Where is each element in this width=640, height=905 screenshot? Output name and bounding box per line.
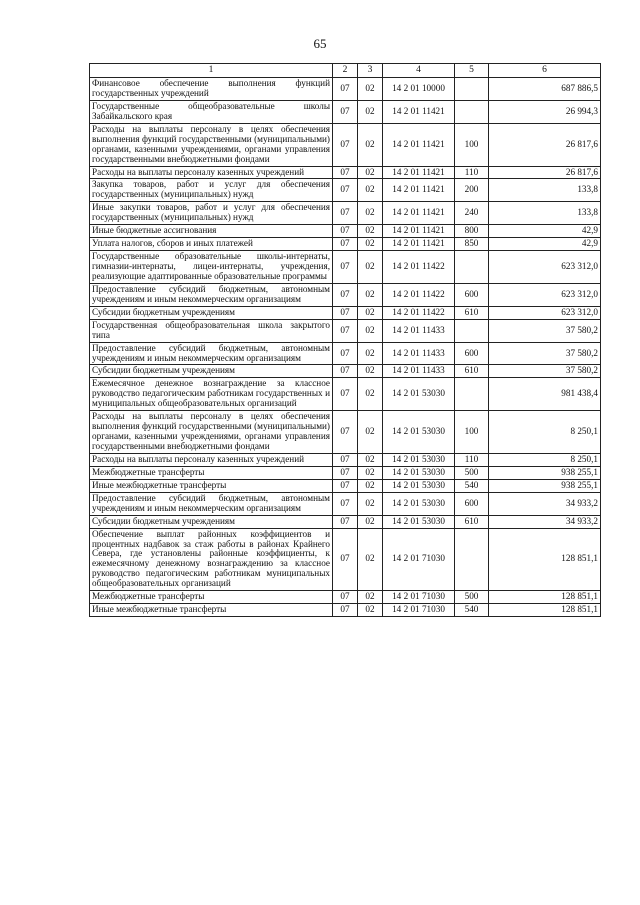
amount-cell: 37 580,2 (489, 319, 601, 342)
amount-cell: 34 933,2 (489, 492, 601, 515)
expense-type-cell (455, 100, 489, 123)
table-row (90, 453, 601, 466)
amount-cell: 26 817,6 (489, 166, 601, 179)
target-article-cell: 14 2 01 53030 (383, 515, 455, 528)
target-article-cell: 14 2 01 11421 (383, 238, 455, 251)
row-name-cell: Расходы на выплаты персоналу в целях обеспечения выполнения функций государственными (муниципальными) органами, казенными учреждениями, органами управления государственными внебюджетными фондами (90, 123, 333, 166)
section-code-cell: 07 (333, 479, 358, 492)
row-name-cell: Финансовое обеспечение выполнения функций государственных учреждений (90, 78, 333, 101)
subsection-code-cell: 02 (358, 251, 383, 284)
subsection-code-cell: 02 (358, 78, 383, 101)
amount-cell: 623 312,0 (489, 306, 601, 319)
section-code-cell: 07 (333, 378, 358, 411)
subsection-code-cell: 02 (358, 283, 383, 306)
expense-type-cell: 850 (455, 238, 489, 251)
section-code-cell: 07 (333, 411, 358, 454)
target-article-cell: 14 2 01 53030 (383, 453, 455, 466)
amount-cell: 8 250,1 (489, 453, 601, 466)
section-code-cell: 07 (333, 283, 358, 306)
table-row (90, 492, 601, 515)
expense-type-cell: 540 (455, 604, 489, 617)
expense-type-cell: 500 (455, 591, 489, 604)
subsection-code-cell: 02 (358, 238, 383, 251)
table-row (90, 179, 601, 202)
subsection-code-cell: 02 (358, 378, 383, 411)
column-header: 3 (358, 64, 383, 78)
target-article-cell: 14 2 01 71030 (383, 591, 455, 604)
expense-type-cell: 240 (455, 202, 489, 225)
expense-type-cell (455, 378, 489, 411)
table-row (90, 283, 601, 306)
amount-cell: 133,8 (489, 202, 601, 225)
amount-cell: 42,9 (489, 225, 601, 238)
section-code-cell: 07 (333, 225, 358, 238)
table-row (90, 123, 601, 166)
table-row (90, 78, 601, 101)
target-article-cell: 14 2 01 11422 (383, 251, 455, 284)
section-code-cell: 07 (333, 202, 358, 225)
table-row (90, 479, 601, 492)
target-article-cell: 14 2 01 11421 (383, 166, 455, 179)
subsection-code-cell: 02 (358, 528, 383, 591)
target-article-cell: 14 2 01 11421 (383, 100, 455, 123)
amount-cell: 981 438,4 (489, 378, 601, 411)
target-article-cell: 14 2 01 71030 (383, 528, 455, 591)
row-name-cell: Иные межбюджетные трансферты (90, 604, 333, 617)
expense-type-cell: 100 (455, 123, 489, 166)
table-row (90, 166, 601, 179)
column-header: 4 (383, 64, 455, 78)
table-row (90, 378, 601, 411)
table-header-row (90, 64, 601, 78)
subsection-code-cell: 02 (358, 515, 383, 528)
section-code-cell: 07 (333, 123, 358, 166)
subsection-code-cell: 02 (358, 342, 383, 365)
subsection-code-cell: 02 (358, 492, 383, 515)
target-article-cell: 14 2 01 71030 (383, 604, 455, 617)
row-name-cell: Расходы на выплаты персоналу казенных учреждений (90, 166, 333, 179)
amount-cell: 34 933,2 (489, 515, 601, 528)
table-row (90, 342, 601, 365)
section-code-cell: 07 (333, 342, 358, 365)
table-row (90, 365, 601, 378)
expense-type-cell: 500 (455, 466, 489, 479)
section-code-cell: 07 (333, 306, 358, 319)
subsection-code-cell: 02 (358, 466, 383, 479)
row-name-cell: Государственная общеобразовательная школа закрытого типа (90, 319, 333, 342)
expense-type-cell: 600 (455, 283, 489, 306)
section-code-cell: 07 (333, 100, 358, 123)
subsection-code-cell: 02 (358, 225, 383, 238)
target-article-cell: 14 2 01 11421 (383, 225, 455, 238)
column-header: 5 (455, 64, 489, 78)
section-code-cell: 07 (333, 604, 358, 617)
section-code-cell: 07 (333, 453, 358, 466)
table-row (90, 604, 601, 617)
table-row (90, 515, 601, 528)
row-name-cell: Расходы на выплаты персоналу в целях обеспечения выполнения функций государственными (муниципальными) органами, казенными учреждениями, органами управления государственными внебюджетными фондами (90, 411, 333, 454)
table-row (90, 238, 601, 251)
section-code-cell: 07 (333, 492, 358, 515)
section-code-cell: 07 (333, 166, 358, 179)
table-row (90, 411, 601, 454)
row-name-cell: Предоставление субсидий бюджетным, автономным учреждениям и иным некоммерческим организациям (90, 342, 333, 365)
row-name-cell: Субсидии бюджетным учреждениям (90, 306, 333, 319)
table-row (90, 202, 601, 225)
subsection-code-cell: 02 (358, 306, 383, 319)
expense-type-cell: 600 (455, 342, 489, 365)
section-code-cell: 07 (333, 238, 358, 251)
amount-cell: 128 851,1 (489, 591, 601, 604)
expense-type-cell: 610 (455, 515, 489, 528)
row-name-cell: Межбюджетные трансферты (90, 466, 333, 479)
row-name-cell: Предоставление субсидий бюджетным, автономным учреждениям и иным некоммерческим организациям (90, 283, 333, 306)
column-header: 6 (489, 64, 601, 78)
section-code-cell: 07 (333, 515, 358, 528)
amount-cell: 26 817,6 (489, 123, 601, 166)
target-article-cell: 14 2 01 11421 (383, 179, 455, 202)
amount-cell: 623 312,0 (489, 251, 601, 284)
amount-cell: 938 255,1 (489, 479, 601, 492)
subsection-code-cell: 02 (358, 365, 383, 378)
column-header: 1 (90, 64, 333, 78)
expense-type-cell: 600 (455, 492, 489, 515)
table-row (90, 466, 601, 479)
section-code-cell: 07 (333, 365, 358, 378)
expense-type-cell (455, 319, 489, 342)
amount-cell: 687 886,5 (489, 78, 601, 101)
row-name-cell: Межбюджетные трансферты (90, 591, 333, 604)
expense-type-cell: 540 (455, 479, 489, 492)
amount-cell: 128 851,1 (489, 604, 601, 617)
section-code-cell: 07 (333, 319, 358, 342)
amount-cell: 37 580,2 (489, 342, 601, 365)
target-article-cell: 14 2 01 53030 (383, 411, 455, 454)
target-article-cell: 14 2 01 11422 (383, 306, 455, 319)
target-article-cell: 14 2 01 53030 (383, 378, 455, 411)
row-name-cell: Субсидии бюджетным учреждениям (90, 365, 333, 378)
expense-type-cell: 110 (455, 166, 489, 179)
row-name-cell: Ежемесячное денежное вознаграждение за классное руководство педагогическим работникам государственных и муниципальных общеобразовательных организаций (90, 378, 333, 411)
table-row (90, 251, 601, 284)
expense-type-cell (455, 528, 489, 591)
target-article-cell: 14 2 01 11421 (383, 202, 455, 225)
subsection-code-cell: 02 (358, 123, 383, 166)
row-name-cell: Предоставление субсидий бюджетным, автономным учреждениям и иным некоммерческим организациям (90, 492, 333, 515)
expense-type-cell: 200 (455, 179, 489, 202)
target-article-cell: 14 2 01 53030 (383, 479, 455, 492)
row-name-cell: Иные межбюджетные трансферты (90, 479, 333, 492)
expense-type-cell: 610 (455, 306, 489, 319)
amount-cell: 37 580,2 (489, 365, 601, 378)
amount-cell: 26 994,3 (489, 100, 601, 123)
subsection-code-cell: 02 (358, 604, 383, 617)
expense-type-cell: 800 (455, 225, 489, 238)
table-row (90, 306, 601, 319)
table-row (90, 591, 601, 604)
table-row (90, 225, 601, 238)
target-article-cell: 14 2 01 11433 (383, 365, 455, 378)
expense-type-cell: 610 (455, 365, 489, 378)
subsection-code-cell: 02 (358, 411, 383, 454)
table-row (90, 100, 601, 123)
subsection-code-cell: 02 (358, 453, 383, 466)
section-code-cell: 07 (333, 591, 358, 604)
section-code-cell: 07 (333, 179, 358, 202)
row-name-cell: Обеспечение выплат районных коэффициентов и процентных надбавок за стаж работы в районах Крайнего Севера, где установлены районные коэффициенты, к ежемесячному денежному вознаграждению за классное руководство педагогическим работникам муниципальных общеобразовательных организаций (90, 528, 333, 591)
target-article-cell: 14 2 01 11421 (383, 123, 455, 166)
subsection-code-cell: 02 (358, 319, 383, 342)
row-name-cell: Государственные образовательные школы-интернаты, гимназии-интернаты, лицеи-интернаты, учреждения, реализующие адаптированные образовательные программы (90, 251, 333, 284)
amount-cell: 623 312,0 (489, 283, 601, 306)
page-number: 65 (313, 36, 327, 51)
column-header: 2 (333, 64, 358, 78)
section-code-cell: 07 (333, 251, 358, 284)
row-name-cell: Субсидии бюджетным учреждениям (90, 515, 333, 528)
amount-cell: 8 250,1 (489, 411, 601, 454)
row-name-cell: Иные бюджетные ассигнования (90, 225, 333, 238)
table-row (90, 528, 601, 591)
row-name-cell: Иные закупки товаров, работ и услуг для обеспечения государственных (муниципальных) нужд (90, 202, 333, 225)
subsection-code-cell: 02 (358, 100, 383, 123)
row-name-cell: Государственные общеобразовательные школы Забайкальского края (90, 100, 333, 123)
expense-type-cell (455, 251, 489, 284)
subsection-code-cell: 02 (358, 166, 383, 179)
row-name-cell: Расходы на выплаты персоналу казенных учреждений (90, 453, 333, 466)
target-article-cell: 14 2 01 10000 (383, 78, 455, 101)
target-article-cell: 14 2 01 11433 (383, 342, 455, 365)
subsection-code-cell: 02 (358, 179, 383, 202)
subsection-code-cell: 02 (358, 591, 383, 604)
target-article-cell: 14 2 01 11422 (383, 283, 455, 306)
expense-type-cell: 110 (455, 453, 489, 466)
subsection-code-cell: 02 (358, 479, 383, 492)
amount-cell: 938 255,1 (489, 466, 601, 479)
section-code-cell: 07 (333, 528, 358, 591)
budget-table (89, 63, 601, 617)
row-name-cell: Уплата налогов, сборов и иных платежей (90, 238, 333, 251)
expense-type-cell: 100 (455, 411, 489, 454)
row-name-cell: Закупка товаров, работ и услуг для обеспечения государственных (муниципальных) нужд (90, 179, 333, 202)
section-code-cell: 07 (333, 78, 358, 101)
target-article-cell: 14 2 01 53030 (383, 492, 455, 515)
amount-cell: 133,8 (489, 179, 601, 202)
table-row (90, 319, 601, 342)
expense-type-cell (455, 78, 489, 101)
target-article-cell: 14 2 01 53030 (383, 466, 455, 479)
amount-cell: 42,9 (489, 238, 601, 251)
target-article-cell: 14 2 01 11433 (383, 319, 455, 342)
subsection-code-cell: 02 (358, 202, 383, 225)
amount-cell: 128 851,1 (489, 528, 601, 591)
section-code-cell: 07 (333, 466, 358, 479)
